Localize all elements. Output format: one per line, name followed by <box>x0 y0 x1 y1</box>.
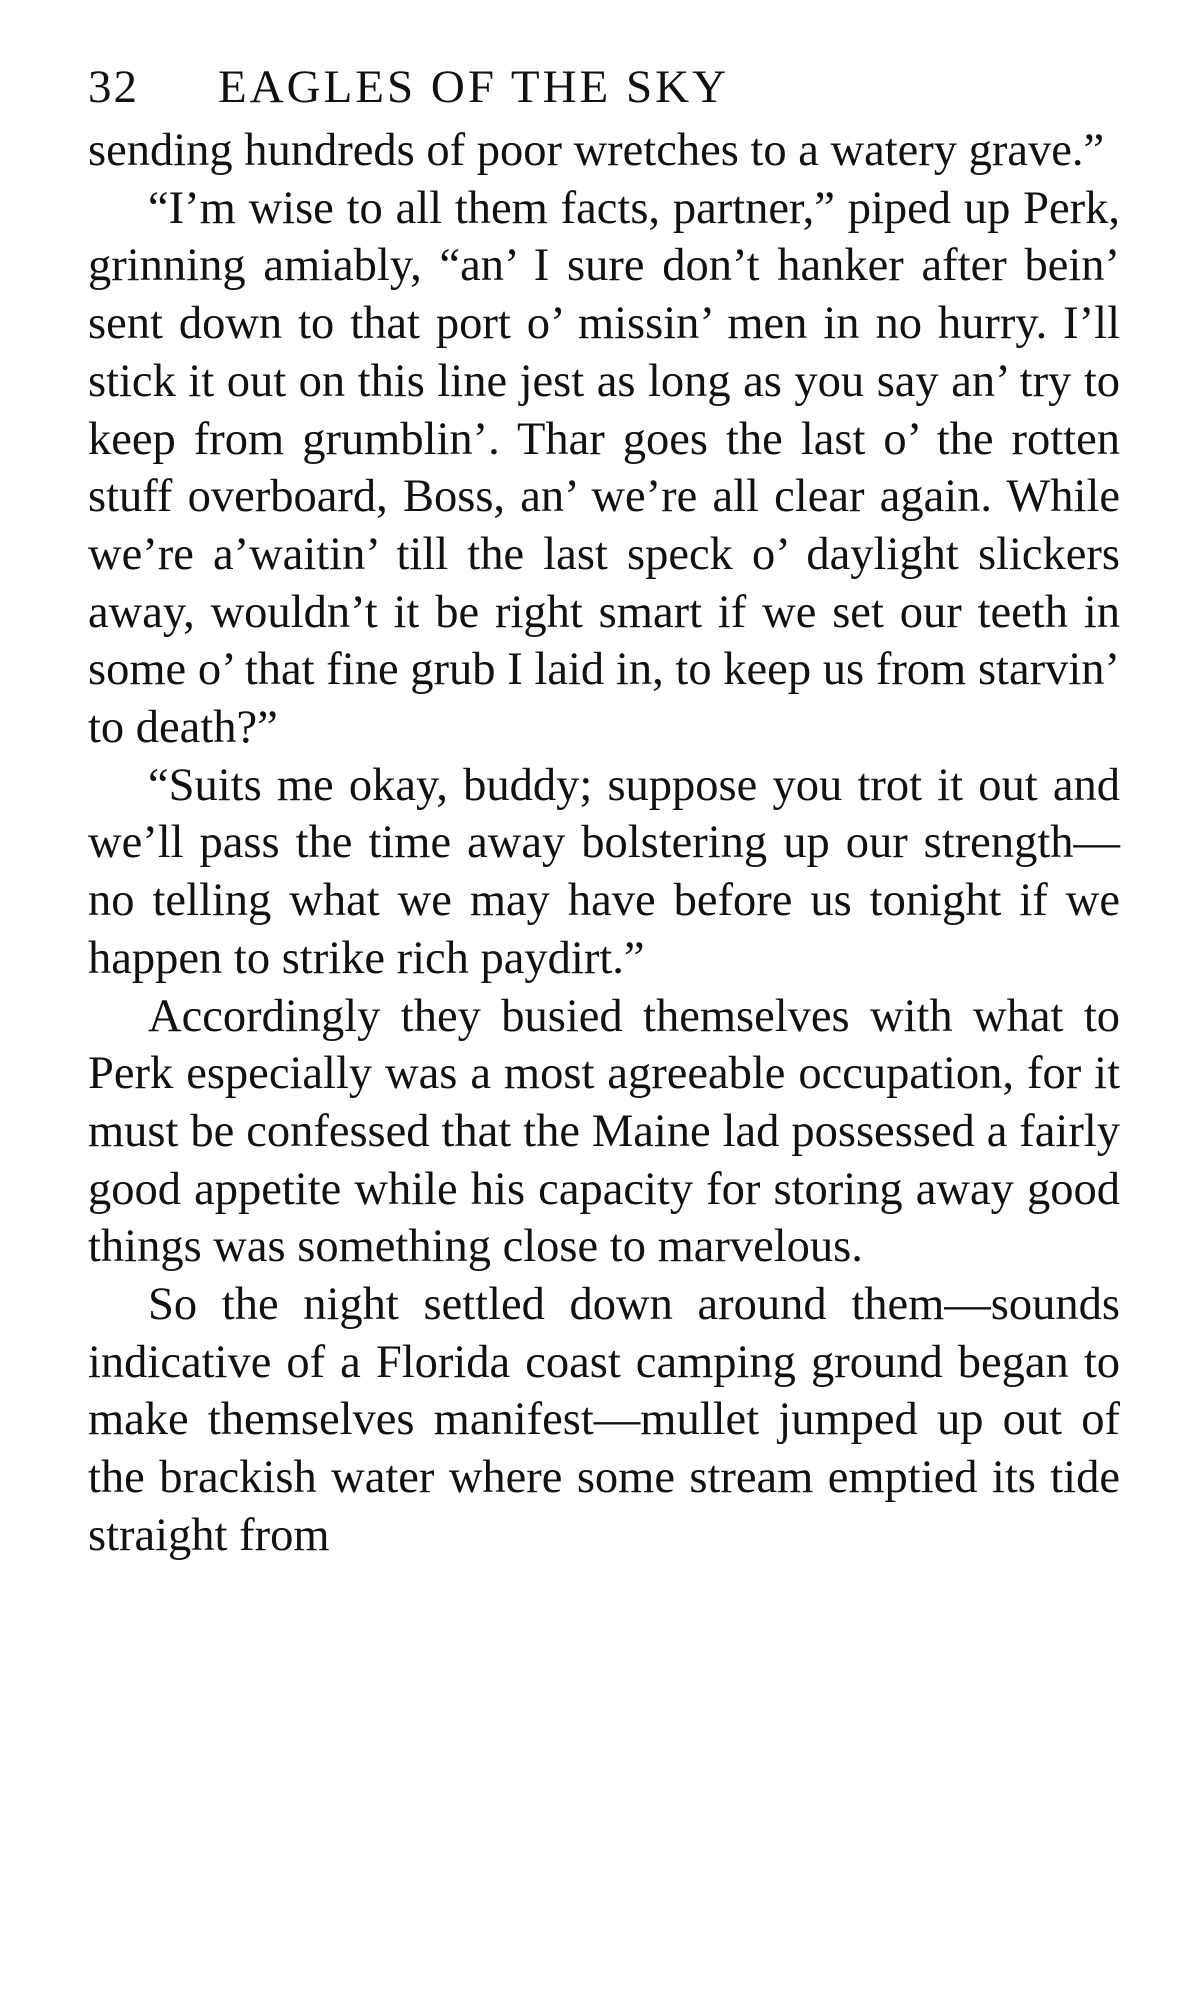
book-page <box>88 52 1120 1565</box>
page-number: 32 <box>88 61 139 113</box>
page-header <box>88 52 1120 122</box>
paragraph-accordingly: Accordingly they busied themselves with what to Perk especially was a most agreeable occupation, for it must be confessed that the Maine lad possessed a fairly good appetite while his capacity for storing away good things was something close to marvelous. <box>88 990 1120 1273</box>
paragraph-night-settled: So the night settled down around them—sounds indicative of a Florida coast camping ground began to make themselves manifest—mullet jumped up out of the brackish water where some stream emptied its tide straight from <box>88 1279 1120 1561</box>
paragraph-perk-reply: “I’m wise to all them facts, partner,” piped up Perk, grinning amiably, “an’ I sure don’t hanker after bein’ sent down to that port o’ missin’ men in no hurry. I’ll stick it out on this line jest as long as you say an’ try to keep from grumblin’. Thar goes the last o’ the rotten stuff overboard, Boss, an’ we’re all clear again. While we’re a’waitin’ till the last speck o’ daylight slickers away, wouldn’t it be right smart if we set our teeth in some o’ that fine grub I laid in, to keep us from starvin’ to death?” <box>88 182 1120 754</box>
running-title: EAGLES OF THE SKY <box>218 61 730 113</box>
paragraph-continuation: sending hundreds of poor wretches to a watery grave.” <box>88 125 1105 176</box>
body-text <box>88 122 1120 1565</box>
paragraph-suits-me: “Suits me okay, buddy; suppose you trot it out and we’ll pass the time away bolstering up our strength—no telling what we may have before us tonight if we happen to strike rich paydirt.” <box>88 759 1120 984</box>
